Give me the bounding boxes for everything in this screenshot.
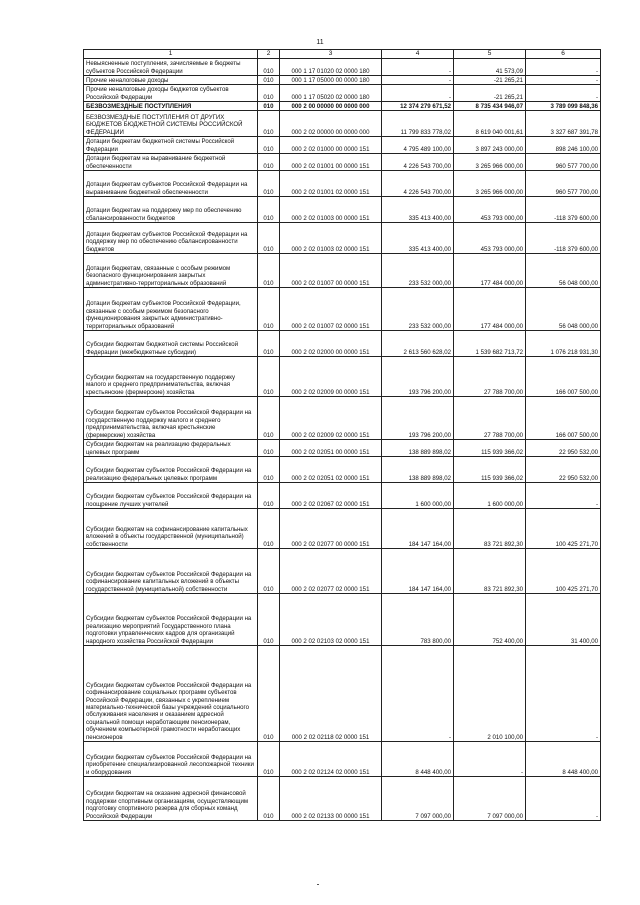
row-approved-cell: 4 226 543 700,00 bbox=[382, 154, 454, 171]
table-row bbox=[84, 331, 601, 357]
row-approved-cell: 184 147 164,00 bbox=[382, 509, 454, 549]
row-budget-code-cell: 000 2 02 01001 00 0000 151 bbox=[280, 154, 382, 171]
row-name-cell: Субсидии бюджетам на государственную поддержку малого и среднего предпринимательства, включая крестьянские (фермерские) хозяйства bbox=[84, 357, 258, 397]
row-line-code-cell: 010 bbox=[258, 254, 280, 288]
column-number: 5 bbox=[454, 50, 526, 59]
row-approved-cell: - bbox=[382, 76, 454, 85]
scan-speck bbox=[317, 884, 319, 885]
table-row bbox=[84, 440, 601, 457]
row-unexecuted-cell: 22 950 532,00 bbox=[526, 457, 601, 483]
table-row bbox=[84, 483, 601, 509]
row-executed-cell: 453 793 000,00 bbox=[454, 223, 526, 254]
row-line-code-cell: 010 bbox=[258, 76, 280, 85]
row-name-cell: Субсидии бюджетам субъектов Российской Федерации на приобретение специализированной лесопожарной техники и оборудования bbox=[84, 742, 258, 777]
row-unexecuted-cell: - bbox=[526, 85, 601, 102]
row-approved-cell: 8 448 400,00 bbox=[382, 742, 454, 777]
table-row bbox=[84, 154, 601, 171]
row-unexecuted-cell: 3 327 687 391,78 bbox=[526, 111, 601, 137]
row-approved-cell: 335 413 400,00 bbox=[382, 223, 454, 254]
row-name-cell: Невыясненные поступления, зачисляемые в бюджеты субъектов Российской Федерации bbox=[84, 59, 258, 76]
row-approved-cell: 335 413 400,00 bbox=[382, 197, 454, 223]
row-approved-cell: 1 600 000,00 bbox=[382, 483, 454, 509]
row-line-code-cell: 010 bbox=[258, 111, 280, 137]
row-executed-cell: 752 400,00 bbox=[454, 594, 526, 646]
row-unexecuted-cell: 960 577 700,00 bbox=[526, 171, 601, 197]
row-approved-cell: 4 226 543 700,00 bbox=[382, 171, 454, 197]
row-approved-cell: 7 097 000,00 bbox=[382, 777, 454, 821]
row-unexecuted-cell: 166 007 500,00 bbox=[526, 397, 601, 440]
row-line-code-cell: 010 bbox=[258, 397, 280, 440]
budget-revenue-table bbox=[83, 49, 601, 821]
row-line-code-cell: 010 bbox=[258, 85, 280, 102]
row-line-code-cell: 010 bbox=[258, 357, 280, 397]
row-line-code-cell: 010 bbox=[258, 742, 280, 777]
row-line-code-cell: 010 bbox=[258, 457, 280, 483]
row-budget-code-cell: 000 1 17 01020 02 0000 180 bbox=[280, 59, 382, 76]
row-budget-code-cell: 000 2 02 00000 00 0000 000 bbox=[280, 111, 382, 137]
row-executed-cell: 115 939 366,02 bbox=[454, 457, 526, 483]
row-executed-cell: 8 735 434 946,07 bbox=[454, 102, 526, 111]
row-approved-cell: 233 532 000,00 bbox=[382, 254, 454, 288]
row-line-code-cell: 010 bbox=[258, 440, 280, 457]
row-name-cell: Субсидии бюджетам субъектов Российской Федерации на реализацию мероприятий Государственного плана подготовки управленческих кадров для организаций народного хозяйства Российской Федерации bbox=[84, 594, 258, 646]
row-budget-code-cell: 000 2 02 01003 02 0000 151 bbox=[280, 223, 382, 254]
row-line-code-cell: 010 bbox=[258, 223, 280, 254]
row-name-cell: Прочие неналоговые доходы бюджетов субъектов Российской Федерации bbox=[84, 85, 258, 102]
table-row bbox=[84, 549, 601, 594]
row-line-code-cell: 010 bbox=[258, 154, 280, 171]
row-name-cell: Субсидии бюджетам субъектов Российской Федерации на поощрение лучших учителей bbox=[84, 483, 258, 509]
row-executed-cell: 177 484 000,00 bbox=[454, 288, 526, 331]
row-name-cell: Субсидии бюджетам субъектов Российской Федерации на софинансирование капитальных вложений в объекты государственной (муниципальной) собственности bbox=[84, 549, 258, 594]
row-unexecuted-cell: 1 076 218 931,30 bbox=[526, 331, 601, 357]
row-unexecuted-cell: 898 246 100,00 bbox=[526, 137, 601, 154]
row-approved-cell: 138 889 898,02 bbox=[382, 440, 454, 457]
column-number: 2 bbox=[258, 50, 280, 59]
table-row bbox=[84, 594, 601, 646]
row-executed-cell: 83 721 892,30 bbox=[454, 549, 526, 594]
table-row bbox=[84, 137, 601, 154]
row-executed-cell: 83 721 892,30 bbox=[454, 509, 526, 549]
row-name-cell: БЕЗВОЗМЕЗДНЫЕ ПОСТУПЛЕНИЯ bbox=[84, 102, 258, 111]
row-budget-code-cell: 000 2 02 02077 02 0000 151 bbox=[280, 549, 382, 594]
row-unexecuted-cell: 56 048 000,00 bbox=[526, 288, 601, 331]
row-unexecuted-cell: 100 425 271,70 bbox=[526, 549, 601, 594]
row-line-code-cell: 010 bbox=[258, 59, 280, 76]
row-executed-cell: -21 265,21 bbox=[454, 85, 526, 102]
row-line-code-cell: 010 bbox=[258, 509, 280, 549]
table-row bbox=[84, 357, 601, 397]
row-executed-cell: 177 484 000,00 bbox=[454, 254, 526, 288]
row-executed-cell: 27 788 700,00 bbox=[454, 397, 526, 440]
row-budget-code-cell: 000 2 00 00000 00 0000 000 bbox=[280, 102, 382, 111]
row-unexecuted-cell: -118 379 600,00 bbox=[526, 197, 601, 223]
row-executed-cell: 7 097 000,00 bbox=[454, 777, 526, 821]
row-budget-code-cell: 000 1 17 05020 02 0000 180 bbox=[280, 85, 382, 102]
row-budget-code-cell: 000 2 02 01007 00 0000 151 bbox=[280, 254, 382, 288]
row-line-code-cell: 010 bbox=[258, 171, 280, 197]
row-budget-code-cell: 000 2 02 02124 02 0000 151 bbox=[280, 742, 382, 777]
row-approved-cell: - bbox=[382, 85, 454, 102]
row-approved-cell: 11 799 833 778,02 bbox=[382, 111, 454, 137]
row-unexecuted-cell: 960 577 700,00 bbox=[526, 154, 601, 171]
row-approved-cell: 193 796 200,00 bbox=[382, 397, 454, 440]
table-row bbox=[84, 742, 601, 777]
table-row bbox=[84, 197, 601, 223]
table-row bbox=[84, 223, 601, 254]
row-approved-cell: 184 147 164,00 bbox=[382, 549, 454, 594]
row-executed-cell: 2 010 100,00 bbox=[454, 646, 526, 742]
row-executed-cell: 115 939 366,02 bbox=[454, 440, 526, 457]
row-executed-cell: 3 897 243 000,00 bbox=[454, 137, 526, 154]
table-row bbox=[84, 59, 601, 76]
row-name-cell: Субсидии бюджетам на софинансирование капитальных вложений в объекты государственной (муниципальной) собственности bbox=[84, 509, 258, 549]
table-row bbox=[84, 111, 601, 137]
row-approved-cell: 4 795 489 100,00 bbox=[382, 137, 454, 154]
table-row bbox=[84, 85, 601, 102]
row-budget-code-cell: 000 2 02 01003 00 0000 151 bbox=[280, 197, 382, 223]
row-approved-cell: - bbox=[382, 646, 454, 742]
row-line-code-cell: 010 bbox=[258, 137, 280, 154]
row-unexecuted-cell: -118 379 600,00 bbox=[526, 223, 601, 254]
row-name-cell: Субсидии бюджетам на оказание адресной финансовой поддержки спортивным организациям, осуществляющим подготовку спортивного резерва для сборных команд Российской Федерации bbox=[84, 777, 258, 821]
table-row bbox=[84, 457, 601, 483]
row-unexecuted-cell: - bbox=[526, 483, 601, 509]
row-name-cell: Субсидии бюджетам субъектов Российской Федерации на софинансирование социальных программ субъектов Российской Федерации, связанных с укреплением материально-технической базы учреждений социального обслуживания населения и оказанием адресной социальной помощи неработающим пенсионерам, обучением компьютерной грамотности неработающих пенсионеров bbox=[84, 646, 258, 742]
row-unexecuted-cell: 100 425 271,70 bbox=[526, 509, 601, 549]
row-unexecuted-cell: - bbox=[526, 646, 601, 742]
row-executed-cell: 41 573,09 bbox=[454, 59, 526, 76]
row-approved-cell: 233 532 000,00 bbox=[382, 288, 454, 331]
row-line-code-cell: 010 bbox=[258, 646, 280, 742]
row-line-code-cell: 010 bbox=[258, 197, 280, 223]
row-budget-code-cell: 000 2 02 02118 02 0000 151 bbox=[280, 646, 382, 742]
row-budget-code-cell: 000 2 02 01007 02 0000 151 bbox=[280, 288, 382, 331]
row-line-code-cell: 010 bbox=[258, 483, 280, 509]
table-row bbox=[84, 254, 601, 288]
table-row bbox=[84, 646, 601, 742]
row-unexecuted-cell: 8 448 400,00 bbox=[526, 742, 601, 777]
row-executed-cell: 1 539 682 713,72 bbox=[454, 331, 526, 357]
row-budget-code-cell: 000 2 02 02009 00 0000 151 bbox=[280, 357, 382, 397]
row-line-code-cell: 010 bbox=[258, 594, 280, 646]
row-executed-cell: 453 793 000,00 bbox=[454, 197, 526, 223]
row-approved-cell: 2 613 560 628,02 bbox=[382, 331, 454, 357]
row-executed-cell: -21 265,21 bbox=[454, 76, 526, 85]
column-number: 6 bbox=[526, 50, 601, 59]
row-name-cell: Субсидии бюджетам бюджетной системы Российской Федерации (межбюджетные субсидии) bbox=[84, 331, 258, 357]
row-name-cell: БЕЗВОЗМЕЗДНЫЕ ПОСТУПЛЕНИЯ ОТ ДРУГИХ БЮДЖЕТОВ БЮДЖЕТНОЙ СИСТЕМЫ РОССИЙСКОЙ ФЕДЕРАЦИИ bbox=[84, 111, 258, 137]
row-approved-cell: 783 800,00 bbox=[382, 594, 454, 646]
row-executed-cell: - bbox=[454, 742, 526, 777]
row-line-code-cell: 010 bbox=[258, 549, 280, 594]
row-name-cell: Субсидии бюджетам на реализацию федеральных целевых программ bbox=[84, 440, 258, 457]
table-row bbox=[84, 102, 601, 111]
table-row bbox=[84, 397, 601, 440]
row-budget-code-cell: 000 2 02 02000 00 0000 151 bbox=[280, 331, 382, 357]
row-budget-code-cell: 000 2 02 02067 02 0000 151 bbox=[280, 483, 382, 509]
table-row bbox=[84, 288, 601, 331]
row-executed-cell: 3 265 966 000,00 bbox=[454, 154, 526, 171]
row-unexecuted-cell: 56 048 000,00 bbox=[526, 254, 601, 288]
row-unexecuted-cell: 3 789 099 848,36 bbox=[526, 102, 601, 111]
row-approved-cell: 138 889 898,02 bbox=[382, 457, 454, 483]
row-name-cell: Дотации бюджетам субъектов Российской Федерации, связанные с особым режимом безопасного функционирования закрытых административно-территориальных образований bbox=[84, 288, 258, 331]
row-name-cell: Прочие неналоговые доходы bbox=[84, 76, 258, 85]
row-line-code-cell: 010 bbox=[258, 102, 280, 111]
row-executed-cell: 3 265 966 000,00 bbox=[454, 171, 526, 197]
row-budget-code-cell: 000 2 02 02133 00 0000 151 bbox=[280, 777, 382, 821]
row-approved-cell: 193 796 200,00 bbox=[382, 357, 454, 397]
table-row bbox=[84, 76, 601, 85]
row-name-cell: Субсидии бюджетам субъектов Российской Федерации на реализацию федеральных целевых программ bbox=[84, 457, 258, 483]
row-budget-code-cell: 000 2 02 01000 00 0000 151 bbox=[280, 137, 382, 154]
row-executed-cell: 8 619 040 001,61 bbox=[454, 111, 526, 137]
row-budget-code-cell: 000 1 17 05000 00 0000 180 bbox=[280, 76, 382, 85]
row-unexecuted-cell: 22 950 532,00 bbox=[526, 440, 601, 457]
row-budget-code-cell: 000 2 02 02051 00 0000 151 bbox=[280, 440, 382, 457]
row-line-code-cell: 010 bbox=[258, 288, 280, 331]
column-number: 4 bbox=[382, 50, 454, 59]
row-executed-cell: 27 788 700,00 bbox=[454, 357, 526, 397]
row-budget-code-cell: 000 2 02 02077 00 0000 151 bbox=[280, 509, 382, 549]
row-budget-code-cell: 000 2 02 01001 02 0000 151 bbox=[280, 171, 382, 197]
table-row bbox=[84, 777, 601, 821]
row-unexecuted-cell: - bbox=[526, 59, 601, 76]
column-number: 1 bbox=[84, 50, 258, 59]
row-unexecuted-cell: - bbox=[526, 777, 601, 821]
row-approved-cell: - bbox=[382, 59, 454, 76]
row-line-code-cell: 010 bbox=[258, 777, 280, 821]
row-executed-cell: 1 600 000,00 bbox=[454, 483, 526, 509]
row-unexecuted-cell: 31 400,00 bbox=[526, 594, 601, 646]
row-budget-code-cell: 000 2 02 02051 02 0000 151 bbox=[280, 457, 382, 483]
row-line-code-cell: 010 bbox=[258, 331, 280, 357]
table-row bbox=[84, 171, 601, 197]
row-name-cell: Субсидии бюджетам субъектов Российской Федерации на государственную поддержку малого и среднего предпринимательства, включая крестьянские (фермерские) хозяйства bbox=[84, 397, 258, 440]
page-number: 11 bbox=[316, 39, 324, 46]
row-unexecuted-cell: 166 007 500,00 bbox=[526, 357, 601, 397]
column-number-header-row bbox=[84, 50, 601, 59]
row-name-cell: Дотации бюджетам на поддержку мер по обеспечению сбалансированности бюджетов bbox=[84, 197, 258, 223]
row-budget-code-cell: 000 2 02 02103 02 0000 151 bbox=[280, 594, 382, 646]
column-number: 3 bbox=[280, 50, 382, 59]
row-name-cell: Дотации бюджетам бюджетной системы Российской Федерации bbox=[84, 137, 258, 154]
row-name-cell: Дотации бюджетам, связанные с особым режимом безопасного функционирования закрытых административно-территориальных образований bbox=[84, 254, 258, 288]
row-name-cell: Дотации бюджетам субъектов Российской Федерации на выравнивание бюджетной обеспеченности bbox=[84, 171, 258, 197]
row-approved-cell: 12 374 279 671,52 bbox=[382, 102, 454, 111]
row-unexecuted-cell: - bbox=[526, 76, 601, 85]
table-row bbox=[84, 509, 601, 549]
row-name-cell: Дотации бюджетам на выравнивание бюджетной обеспеченности bbox=[84, 154, 258, 171]
row-name-cell: Дотации бюджетам субъектов Российской Федерации на поддержку мер по обеспечению сбалансированности бюджетов bbox=[84, 223, 258, 254]
row-budget-code-cell: 000 2 02 02009 02 0000 151 bbox=[280, 397, 382, 440]
